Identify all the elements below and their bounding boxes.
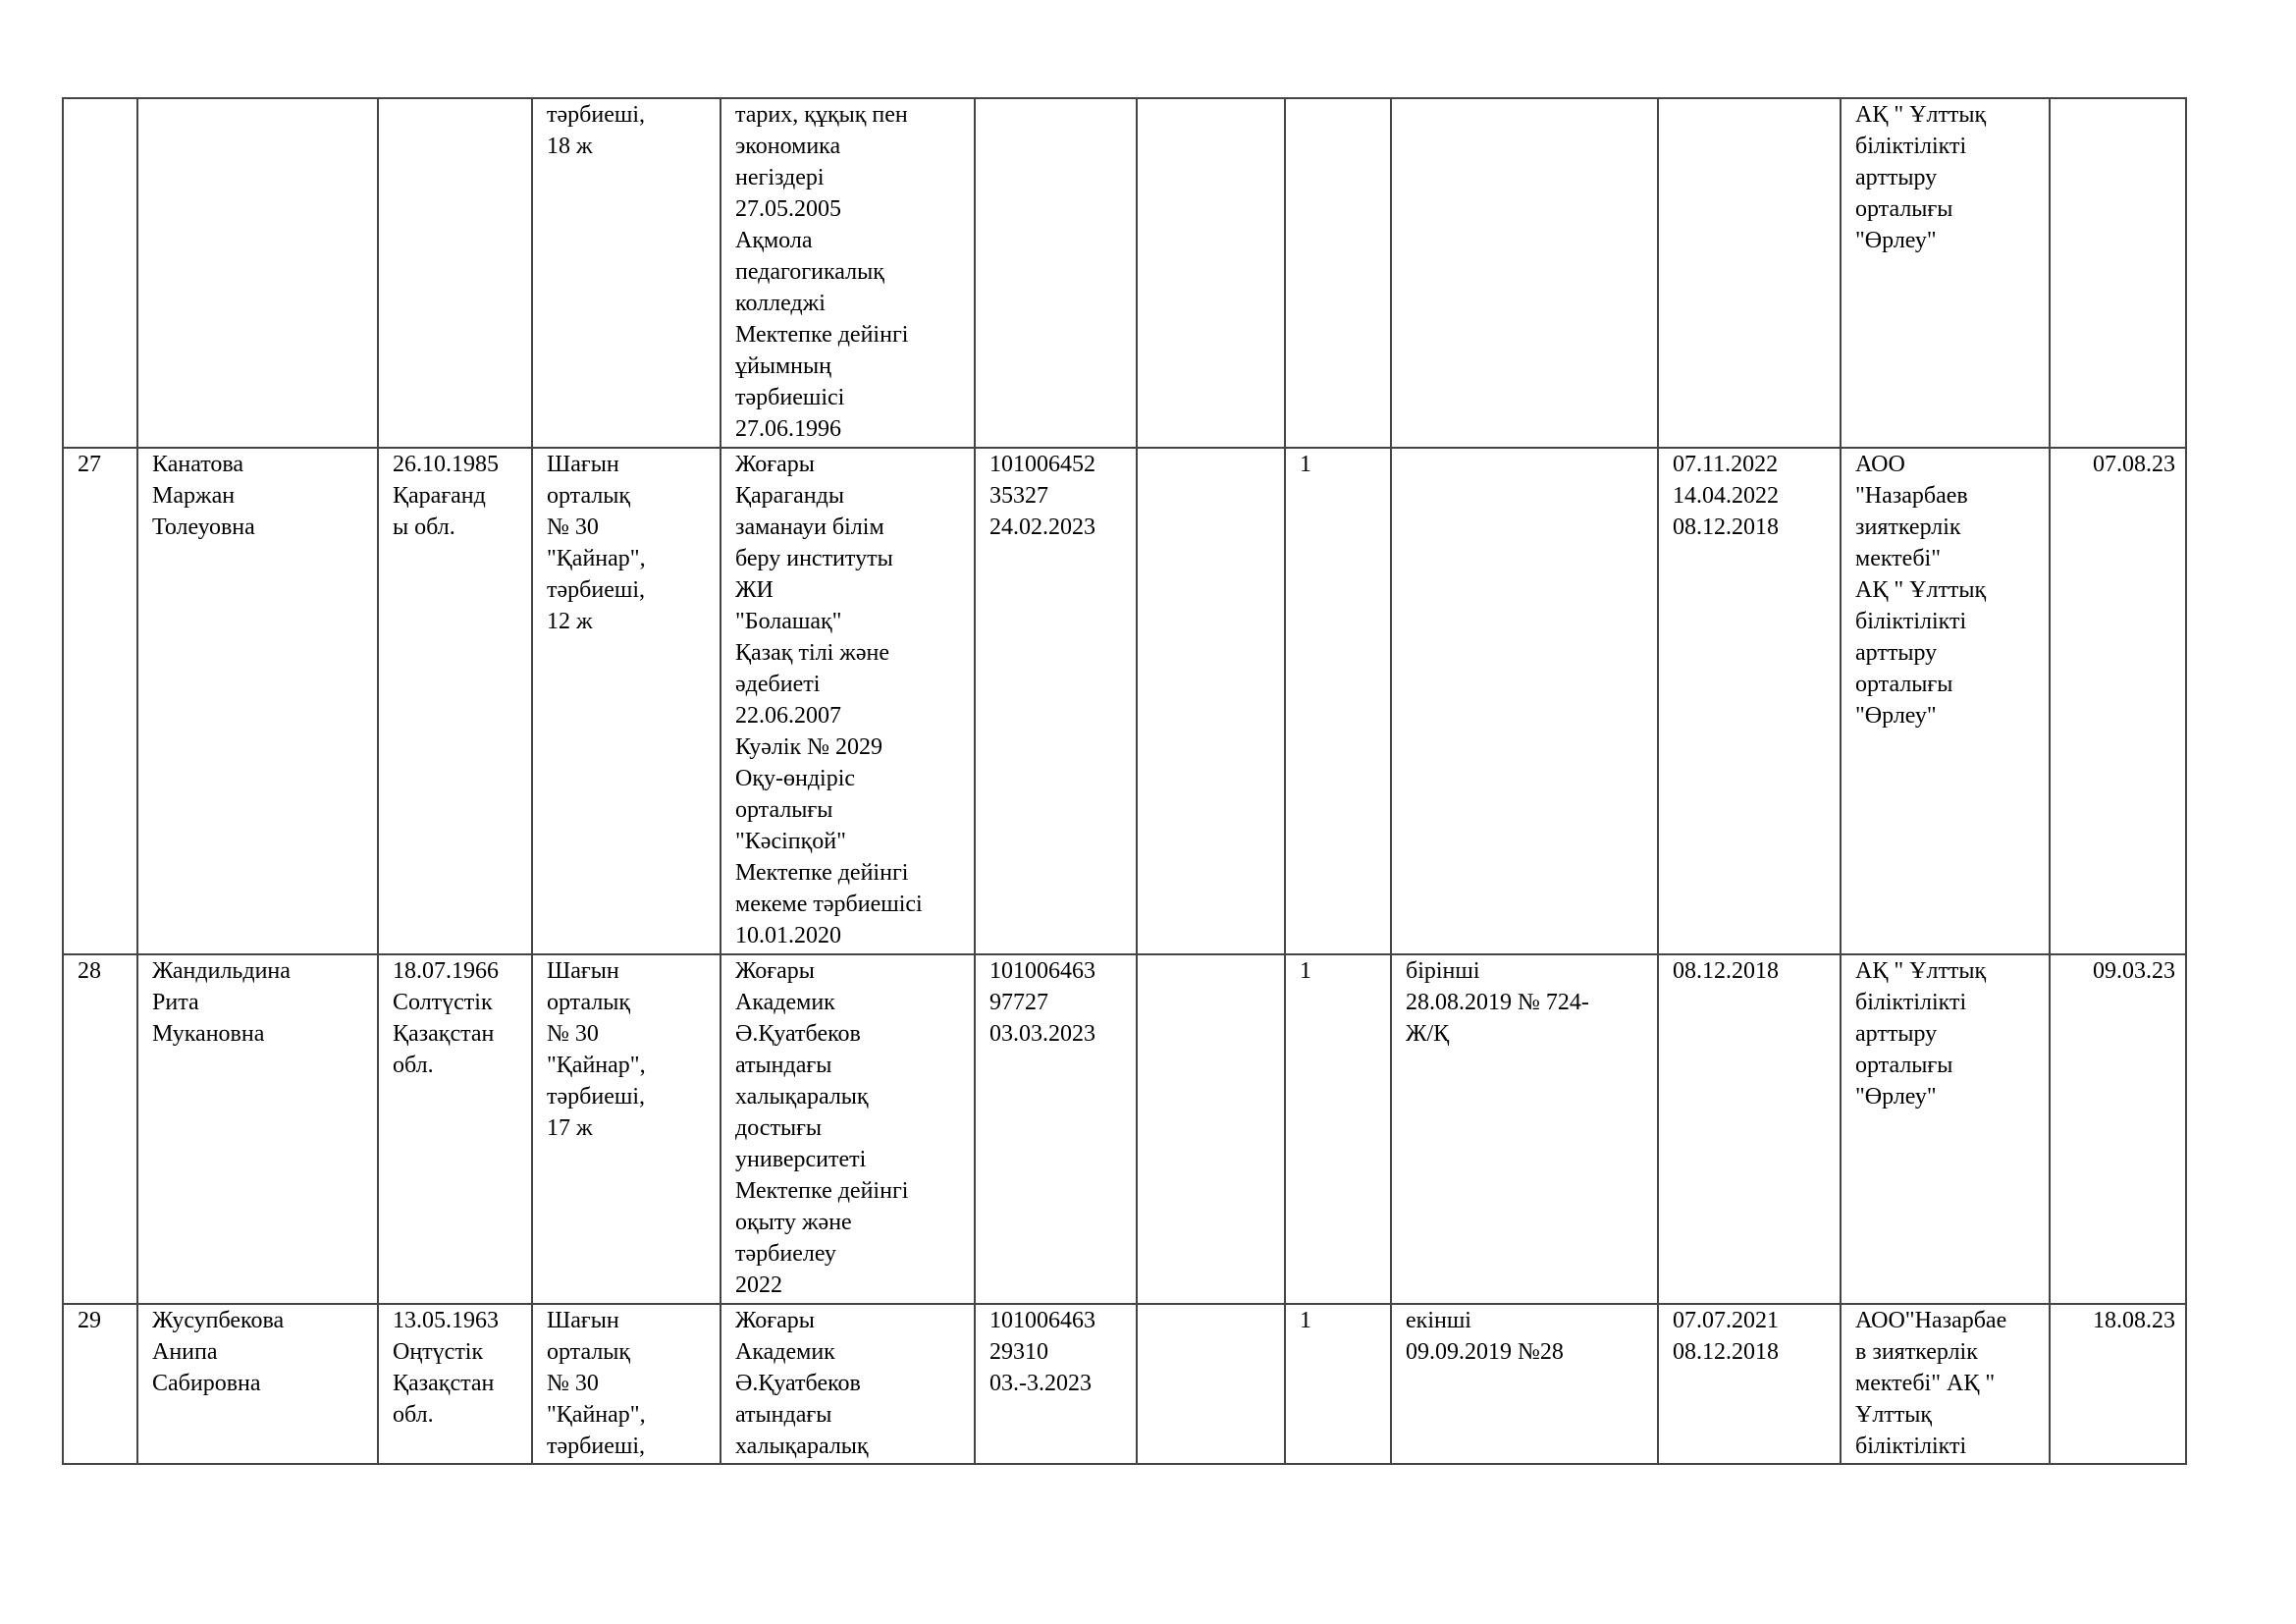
course-org-cell: АОО"Назарбае в зияткерлік мектебі" АҚ " Ұлттық біліктілікті: [1841, 1304, 2050, 1464]
course-org-cell: АОО "Назарбаев зияткерлік мектебі" АҚ " Ұлттық біліктілікті арттыру орталығы "Өрлеу": [1841, 448, 2050, 954]
education-cell: тарих, құқық пен экономика негіздері 27.05.2005 Ақмола педагогикалық колледжі Мектепке дейінгі ұйымның тәрбиешісі 27.06.1996: [721, 98, 975, 448]
last-date-cell: 07.08.23: [2050, 448, 2186, 954]
course-org-cell: АҚ " Ұлттық біліктілікті арттыру орталығы "Өрлеу": [1841, 954, 2050, 1304]
full-name-cell: Канатова Маржан Толеуовна: [137, 448, 378, 954]
last-date-cell: 18.08.23: [2050, 1304, 2186, 1464]
course-dates-cell: 07.07.2021 08.12.2018: [1658, 1304, 1841, 1464]
last-date-cell: 09.03.23: [2050, 954, 2186, 1304]
workplace-cell: тәрбиеші, 18 ж: [532, 98, 721, 448]
education-cell: Жоғары Қараганды заманауи білім беру институты ЖИ "Болашақ" Қазақ тілі және әдебиеті 22.06.2007 Куәлік № 2029 Оқу-өндіріс орталығы "Кәсіпқой" Мектепке дейінгі мекеме тәрбиешісі 10.01.2020: [721, 448, 975, 954]
table-row: [63, 448, 2186, 954]
document-cell: 101006463 29310 03.-3.2023: [975, 1304, 1137, 1464]
empty-cell: [1137, 98, 1285, 448]
birth-cell: 18.07.1966 Солтүстік Қазақстан обл.: [378, 954, 532, 1304]
count-cell: 1: [1285, 1304, 1391, 1464]
course-dates-cell: [1658, 98, 1841, 448]
row-number-cell: 28: [63, 954, 137, 1304]
table-row: [63, 98, 2186, 448]
document-cell: [975, 98, 1137, 448]
empty-cell: [1137, 1304, 1285, 1464]
course-dates-cell: 08.12.2018: [1658, 954, 1841, 1304]
count-cell: 1: [1285, 448, 1391, 954]
category-cell: [1391, 448, 1658, 954]
row-number-cell: 29: [63, 1304, 137, 1464]
personnel-table: [62, 97, 2187, 1465]
table-row: [63, 1304, 2186, 1464]
workplace-cell: Шағын орталық № 30 "Қайнар", тәрбиеші,: [532, 1304, 721, 1464]
workplace-cell: Шағын орталық № 30 "Қайнар", тәрбиеші, 12 ж: [532, 448, 721, 954]
document-cell: 101006463 97727 03.03.2023: [975, 954, 1137, 1304]
last-date-cell: [2050, 98, 2186, 448]
empty-cell: [1137, 448, 1285, 954]
full-name-cell: [137, 98, 378, 448]
empty-cell: [1137, 954, 1285, 1304]
birth-cell: 26.10.1985 Қарағанд ы обл.: [378, 448, 532, 954]
birth-cell: [378, 98, 532, 448]
count-cell: [1285, 98, 1391, 448]
full-name-cell: Жандильдина Рита Мукановна: [137, 954, 378, 1304]
document-cell: 101006452 35327 24.02.2023: [975, 448, 1137, 954]
row-number-cell: [63, 98, 137, 448]
course-dates-cell: 07.11.2022 14.04.2022 08.12.2018: [1658, 448, 1841, 954]
table-row: [63, 954, 2186, 1304]
education-cell: Жоғары Академик Ә.Қуатбеков атындағы халықаралық: [721, 1304, 975, 1464]
category-cell: екінші 09.09.2019 №28: [1391, 1304, 1658, 1464]
birth-cell: 13.05.1963 Оңтүстік Қазақстан обл.: [378, 1304, 532, 1464]
row-number-cell: 27: [63, 448, 137, 954]
count-cell: 1: [1285, 954, 1391, 1304]
course-org-cell: АҚ " Ұлттық біліктілікті арттыру орталығы "Өрлеу": [1841, 98, 2050, 448]
workplace-cell: Шағын орталық № 30 "Қайнар", тәрбиеші, 17 ж: [532, 954, 721, 1304]
category-cell: [1391, 98, 1658, 448]
category-cell: бірінші 28.08.2019 № 724- Ж/Қ: [1391, 954, 1658, 1304]
education-cell: Жоғары Академик Ә.Қуатбеков атындағы халықаралық достығы университеті Мектепке дейінгі оқыту және тәрбиелеу 2022: [721, 954, 975, 1304]
full-name-cell: Жусупбекова Анипа Сабировна: [137, 1304, 378, 1464]
